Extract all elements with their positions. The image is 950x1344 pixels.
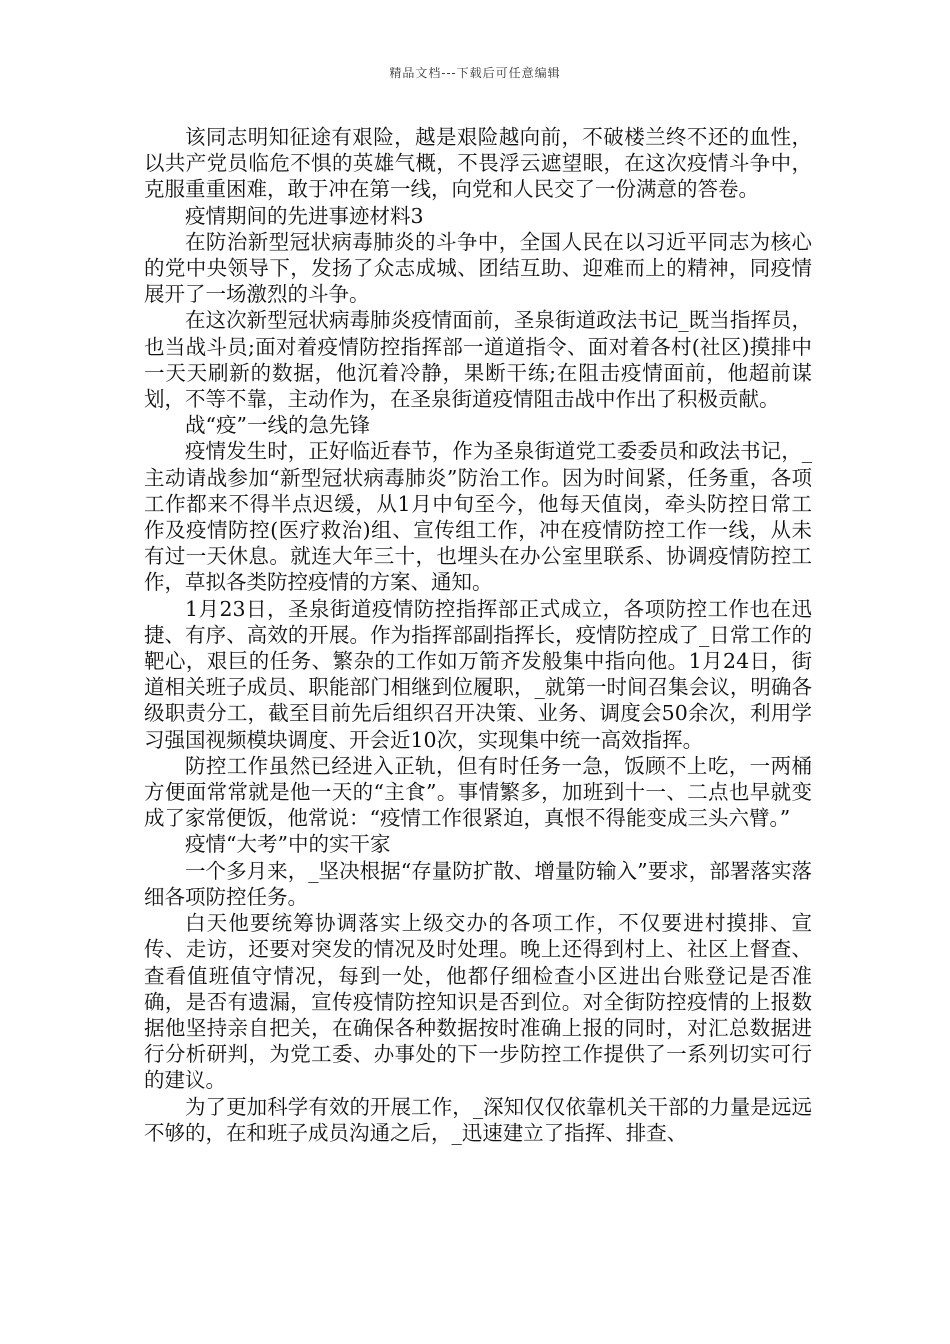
paragraph: 一个多月来，_坚决根据“存量防扩散、增量防输入”要求，部署落实落细各项防控任务。 (144, 858, 812, 909)
section-heading: 疫情期间的先进事迹材料3 (185, 203, 424, 228)
section-heading: 疫情“大考”中的实干家 (185, 832, 391, 857)
paragraph: 在这次新型冠状病毒肺炎疫情面前，圣泉街道政法书记_既当指挥员，也当战斗员;面对着疫情防控指挥部一道道指令、面对着各村(社区)摸排中一天天刷新的数据，他沉着冷静，果断干练;在阻击疫情面前，他超前谋划，不等不靠，主动作为，在圣泉街道疫情阻击战中作出了积极贡献。 (144, 308, 812, 412)
paragraph: 防控工作虽然已经进入正轨，但有时任务一急，饭顾不上吃，一两桶方便面常常就是他一天的“主食”。事情繁多，加班到十一、二点也早就变成了家常便饭，他常说：“疫情工作很紧迫，真恨不得能变成三头六臂。” (144, 753, 812, 831)
paragraph: 该同志明知征途有艰险，越是艰险越向前，不破楼兰终不还的血性，以共产党员临危不惧的英雄气概，不畏浮云遮望眼，在这次疫情斗争中，克服重重困难，敢于冲在第一线，向党和人民交了一份满意的答卷。 (144, 125, 812, 202)
page-header: 精品文档---下载后可任意编辑 (389, 66, 561, 80)
paragraph: 白天他要统筹协调落实上级交办的各项工作，不仅要进村摸排、宣传、走访，还要对突发的情况及时处理。晚上还得到村上、社区上督查、查看值班值守情况，每到一处，他都仔细检查小区进出台账登记是否准确，是否有遗漏，宣传疫情防控知识是否到位。对全街防控疫情的上报数据他坚持亲自把关，在确保各种数据按时准确上报的同时，对汇总数据进行分析研判，为党工委、办事处的下一步防控工作提供了一系列切实可行的建议。 (144, 911, 812, 1093)
paragraph: 为了更加科学有效的开展工作，_深知仅仅依靠机关干部的力量是远远不够的，在和班子成员沟通之后，_迅速建立了指挥、排查、 (144, 1094, 812, 1145)
document-body (144, 124, 812, 1146)
paragraph: 1月23日，圣泉街道疫情防控指挥部正式成立，各项防控工作也在迅捷、有序、高效的开展。作为指挥部副指挥长，疫情防控成了_日常工作的靶心，艰巨的任务、繁杂的工作如万箭齐发般集中指向他。1月24日，街道相关班子成员、职能部门相继到位履职，_就第一时间召集会议，明确各级职责分工，截至目前先后组织召开决策、业务、调度会50余次，利用学习强国视频模块调度、开会近10次，实现集中统一高效指挥。 (144, 596, 812, 752)
section-heading: 战“疫”一线的急先锋 (185, 413, 370, 438)
paragraph: 疫情发生时，正好临近春节，作为圣泉街道党工委委员和政法书记，_主动请战参加“新型冠状病毒肺炎”防治工作。因为时间紧，任务重，各项工作都来不得半点迟缓，从1月中旬至今，他每天值岗，牵头防控日常工作及疫情防控(医疗救治)组、宣传组工作，冲在疫情防控工作一线，从未有过一天休息。就连大年三十，也埋头在办公室里联系、协调疫情防控工作，草拟各类防控疫情的方案、通知。 (144, 439, 812, 595)
paragraph: 在防治新型冠状病毒肺炎的斗争中，全国人民在以习近平同志为核心的党中央领导下，发扬了众志成城、团结互助、迎难而上的精神，同疫情展开了一场激烈的斗争。 (144, 229, 812, 307)
